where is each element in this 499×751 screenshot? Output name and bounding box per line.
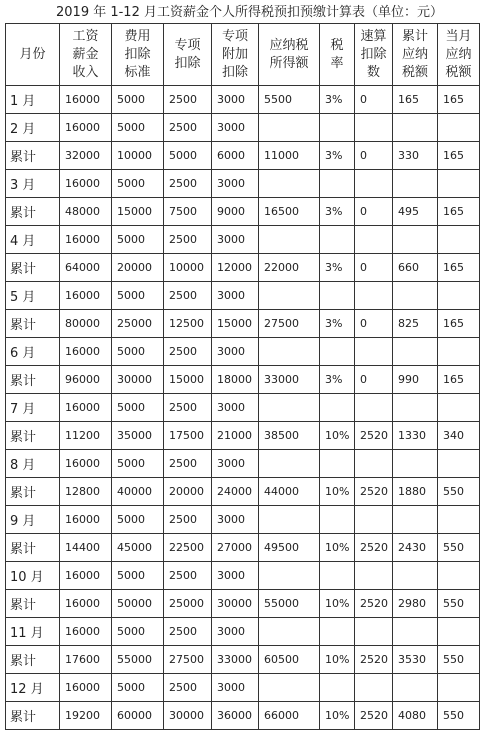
cell-special-additional-deduction: 18000 [212,366,259,394]
cell-special-additional-deduction: 3000 [212,450,259,478]
table-row [6,562,480,590]
cell-tax-rate: 3% [320,254,355,282]
cell-monthly-tax [438,450,480,478]
cell-tax-rate: 10% [320,702,355,730]
cell-taxable-income: 5500 [259,86,320,114]
cell-monthly-tax [438,226,480,254]
cell-salary-income: 16000 [60,590,112,618]
header-line: 速算 [360,28,387,44]
cell-month: 8 月 [6,450,60,478]
cell-quick-deduction: 2520 [355,478,393,506]
cell-tax-rate: 3% [320,366,355,394]
header-quick-deduction [355,24,393,86]
cell-month: 累计 [6,534,60,562]
cell-special-deduction: 10000 [164,254,212,282]
table-title: 2019 年 1-12 月工资薪金个人所得税预扣预缴计算表（单位：元） [56,5,443,20]
cell-monthly-tax [438,562,480,590]
header-special-additional-deduction [212,24,259,86]
cell-expense-deduction: 55000 [112,646,164,674]
header-taxable-income [259,24,320,86]
cell-month: 累计 [6,310,60,338]
table-row [6,170,480,198]
cell-monthly-tax [438,114,480,142]
cell-salary-income: 16000 [60,506,112,534]
cell-month: 5 月 [6,282,60,310]
cell-cumulative-tax: 330 [393,142,438,170]
cell-special-deduction: 30000 [164,702,212,730]
cell-taxable-income: 44000 [259,478,320,506]
cell-salary-income: 14400 [60,534,112,562]
header-cumulative-tax [393,24,438,86]
table-row [6,450,480,478]
cell-tax-rate: 3% [320,86,355,114]
cell-quick-deduction [355,394,393,422]
cell-month: 1 月 [6,86,60,114]
header-line: 应纳税 [269,37,309,53]
header-tax-rate [320,24,355,86]
cell-special-deduction: 2500 [164,618,212,646]
cell-monthly-tax: 340 [438,422,480,450]
cell-salary-income: 17600 [60,646,112,674]
cell-expense-deduction: 5000 [112,114,164,142]
cell-quick-deduction [355,618,393,646]
cell-tax-rate [320,338,355,366]
cell-tax-rate: 10% [320,534,355,562]
cell-special-additional-deduction: 3000 [212,114,259,142]
cell-expense-deduction: 20000 [112,254,164,282]
cell-tax-rate [320,562,355,590]
cell-tax-rate: 3% [320,198,355,226]
header-row [6,24,480,86]
header-line: 工资 [72,28,99,44]
header-special-deduction [164,24,212,86]
cell-taxable-income [259,450,320,478]
header-month [6,24,60,86]
cell-monthly-tax [438,394,480,422]
cell-taxable-income [259,506,320,534]
header-line: 薪金 [72,46,99,62]
table-row [6,86,480,114]
cell-quick-deduction: 0 [355,254,393,282]
cell-quick-deduction: 2520 [355,702,393,730]
cell-taxable-income [259,282,320,310]
header-line: 税额 [445,64,472,80]
header-line: 税额 [401,64,428,80]
cell-special-deduction: 20000 [164,478,212,506]
cell-month: 9 月 [6,506,60,534]
cell-tax-rate [320,394,355,422]
cell-salary-income: 16000 [60,338,112,366]
cell-month: 4 月 [6,226,60,254]
cell-special-additional-deduction: 3000 [212,338,259,366]
cell-month: 10 月 [6,562,60,590]
cell-expense-deduction: 40000 [112,478,164,506]
cell-month: 7 月 [6,394,60,422]
cell-special-additional-deduction: 12000 [212,254,259,282]
cell-taxable-income [259,394,320,422]
table-row [6,506,480,534]
cell-monthly-tax: 165 [438,310,480,338]
header-salary-income [60,24,112,86]
cell-tax-rate [320,226,355,254]
header-line: 附加 [221,46,248,62]
cell-month: 6 月 [6,338,60,366]
cell-salary-income: 16000 [60,562,112,590]
cell-salary-income: 80000 [60,310,112,338]
cell-cumulative-tax: 3530 [393,646,438,674]
cell-salary-income: 96000 [60,366,112,394]
cell-special-additional-deduction: 36000 [212,702,259,730]
cell-month: 累计 [6,254,60,282]
cell-tax-rate [320,618,355,646]
cell-tax-rate [320,450,355,478]
cell-special-deduction: 2500 [164,450,212,478]
cell-special-additional-deduction: 15000 [212,310,259,338]
cell-expense-deduction: 5000 [112,674,164,702]
cell-tax-rate [320,506,355,534]
cell-tax-rate [320,114,355,142]
cell-special-deduction: 2500 [164,674,212,702]
cell-salary-income: 16000 [60,394,112,422]
cell-tax-rate [320,170,355,198]
cell-quick-deduction [355,226,393,254]
cell-expense-deduction: 5000 [112,394,164,422]
table-row [6,198,480,226]
cell-special-deduction: 7500 [164,198,212,226]
cell-monthly-tax: 550 [438,478,480,506]
cell-quick-deduction [355,562,393,590]
cell-special-additional-deduction: 30000 [212,590,259,618]
header-line: 所得额 [269,55,309,71]
table-row [6,618,480,646]
cell-special-additional-deduction: 27000 [212,534,259,562]
cell-special-deduction: 17500 [164,422,212,450]
cell-quick-deduction [355,506,393,534]
cell-monthly-tax: 165 [438,198,480,226]
cell-month: 累计 [6,198,60,226]
cell-taxable-income: 55000 [259,590,320,618]
cell-quick-deduction [355,450,393,478]
cell-tax-rate: 3% [320,142,355,170]
cell-month: 累计 [6,422,60,450]
header-expense-deduction [112,24,164,86]
cell-month: 累计 [6,142,60,170]
cell-salary-income: 16000 [60,450,112,478]
cell-special-deduction: 25000 [164,590,212,618]
cell-tax-rate: 10% [320,478,355,506]
cell-taxable-income [259,674,320,702]
cell-special-deduction: 22500 [164,534,212,562]
header-line: 扣除 [174,55,201,71]
cell-tax-rate [320,282,355,310]
cell-cumulative-tax [393,394,438,422]
cell-monthly-tax [438,338,480,366]
cell-special-additional-deduction: 3000 [212,170,259,198]
cell-cumulative-tax [393,562,438,590]
table-row [6,282,480,310]
table-row [6,366,480,394]
cell-tax-rate: 10% [320,646,355,674]
cell-taxable-income: 38500 [259,422,320,450]
cell-quick-deduction [355,338,393,366]
cell-month: 2 月 [6,114,60,142]
table-row [6,534,480,562]
cell-quick-deduction: 2520 [355,590,393,618]
table-row [6,142,480,170]
cell-taxable-income [259,618,320,646]
table-row [6,702,480,730]
cell-quick-deduction [355,282,393,310]
table-row [6,114,480,142]
cell-salary-income: 48000 [60,198,112,226]
cell-special-additional-deduction: 3000 [212,86,259,114]
cell-cumulative-tax [393,170,438,198]
cell-special-deduction: 2500 [164,86,212,114]
cell-special-additional-deduction: 3000 [212,394,259,422]
cell-tax-rate [320,674,355,702]
cell-special-additional-deduction: 3000 [212,674,259,702]
cell-cumulative-tax [393,338,438,366]
cell-taxable-income: 49500 [259,534,320,562]
tax-calculation-table [5,23,480,730]
cell-month: 3 月 [6,170,60,198]
cell-quick-deduction [355,674,393,702]
cell-quick-deduction: 0 [355,142,393,170]
cell-special-additional-deduction: 3000 [212,226,259,254]
cell-cumulative-tax: 2430 [393,534,438,562]
header-monthly-tax [438,24,480,86]
cell-monthly-tax: 165 [438,254,480,282]
cell-tax-rate: 10% [320,590,355,618]
cell-cumulative-tax [393,450,438,478]
cell-month: 累计 [6,478,60,506]
cell-cumulative-tax [393,226,438,254]
cell-expense-deduction: 35000 [112,422,164,450]
cell-special-additional-deduction: 3000 [212,506,259,534]
header-line: 扣除 [124,46,151,62]
cell-special-deduction: 2500 [164,562,212,590]
cell-quick-deduction [355,114,393,142]
cell-quick-deduction [355,170,393,198]
table-row [6,226,480,254]
cell-cumulative-tax: 1880 [393,478,438,506]
cell-tax-rate: 3% [320,310,355,338]
header-line: 标准 [124,64,151,80]
cell-special-additional-deduction: 9000 [212,198,259,226]
cell-month: 累计 [6,366,60,394]
cell-taxable-income: 33000 [259,366,320,394]
cell-cumulative-tax: 165 [393,86,438,114]
cell-cumulative-tax: 1330 [393,422,438,450]
table-row [6,394,480,422]
cell-monthly-tax: 165 [438,142,480,170]
header-line: 专项 [221,28,248,44]
cell-salary-income: 16000 [60,674,112,702]
cell-special-deduction: 12500 [164,310,212,338]
cell-special-deduction: 2500 [164,506,212,534]
cell-special-deduction: 2500 [164,226,212,254]
cell-salary-income: 16000 [60,618,112,646]
cell-expense-deduction: 5000 [112,170,164,198]
cell-month: 累计 [6,646,60,674]
cell-monthly-tax: 165 [438,366,480,394]
header-line: 率 [330,55,344,71]
cell-monthly-tax [438,170,480,198]
cell-salary-income: 19200 [60,702,112,730]
cell-monthly-tax [438,282,480,310]
cell-taxable-income [259,338,320,366]
cell-special-additional-deduction: 6000 [212,142,259,170]
cell-expense-deduction: 5000 [112,562,164,590]
cell-expense-deduction: 5000 [112,86,164,114]
cell-taxable-income [259,170,320,198]
cell-salary-income: 16000 [60,282,112,310]
cell-month: 累计 [6,590,60,618]
cell-cumulative-tax: 2980 [393,590,438,618]
header-line: 专项 [174,37,201,53]
table-row [6,422,480,450]
cell-quick-deduction: 0 [355,310,393,338]
cell-expense-deduction: 60000 [112,702,164,730]
cell-monthly-tax [438,674,480,702]
cell-salary-income: 32000 [60,142,112,170]
cell-expense-deduction: 5000 [112,226,164,254]
cell-quick-deduction: 0 [355,198,393,226]
cell-tax-rate: 10% [320,422,355,450]
header-line: 数 [366,64,380,80]
table-row [6,310,480,338]
cell-salary-income: 64000 [60,254,112,282]
cell-expense-deduction: 30000 [112,366,164,394]
cell-taxable-income: 11000 [259,142,320,170]
cell-special-deduction: 5000 [164,142,212,170]
cell-salary-income: 11200 [60,422,112,450]
cell-taxable-income: 22000 [259,254,320,282]
header-line: 累计 [401,28,428,44]
cell-expense-deduction: 50000 [112,590,164,618]
cell-cumulative-tax [393,674,438,702]
cell-taxable-income [259,562,320,590]
cell-monthly-tax: 550 [438,590,480,618]
header-line: 月份 [19,46,46,62]
cell-taxable-income: 60500 [259,646,320,674]
cell-special-additional-deduction: 33000 [212,646,259,674]
cell-special-deduction: 2500 [164,394,212,422]
cell-taxable-income: 27500 [259,310,320,338]
cell-taxable-income: 16500 [259,198,320,226]
table-row [6,646,480,674]
cell-month: 累计 [6,702,60,730]
cell-cumulative-tax: 990 [393,366,438,394]
cell-special-deduction: 2500 [164,170,212,198]
header-line: 应纳 [401,46,428,62]
cell-cumulative-tax: 825 [393,310,438,338]
table-row [6,478,480,506]
cell-expense-deduction: 5000 [112,506,164,534]
header-line: 应纳 [445,46,472,62]
cell-quick-deduction: 0 [355,366,393,394]
header-line: 扣除 [360,46,387,62]
cell-monthly-tax [438,618,480,646]
cell-special-additional-deduction: 3000 [212,282,259,310]
cell-special-deduction: 15000 [164,366,212,394]
cell-special-additional-deduction: 3000 [212,618,259,646]
cell-salary-income: 16000 [60,114,112,142]
cell-taxable-income [259,114,320,142]
cell-monthly-tax [438,506,480,534]
header-line: 当月 [445,28,472,44]
header-line: 税 [330,37,344,53]
cell-expense-deduction: 25000 [112,310,164,338]
cell-monthly-tax: 550 [438,534,480,562]
cell-salary-income: 16000 [60,86,112,114]
cell-special-deduction: 2500 [164,338,212,366]
cell-month: 12 月 [6,674,60,702]
cell-cumulative-tax [393,618,438,646]
cell-cumulative-tax: 660 [393,254,438,282]
cell-taxable-income: 66000 [259,702,320,730]
cell-cumulative-tax: 495 [393,198,438,226]
cell-special-additional-deduction: 24000 [212,478,259,506]
cell-quick-deduction: 2520 [355,422,393,450]
table-row [6,674,480,702]
cell-expense-deduction: 5000 [112,618,164,646]
table-row [6,590,480,618]
cell-quick-deduction: 2520 [355,646,393,674]
cell-monthly-tax: 550 [438,646,480,674]
cell-salary-income: 16000 [60,170,112,198]
cell-salary-income: 16000 [60,226,112,254]
cell-special-deduction: 2500 [164,114,212,142]
cell-quick-deduction: 2520 [355,534,393,562]
cell-expense-deduction: 45000 [112,534,164,562]
header-line: 费用 [124,28,151,44]
table-row [6,254,480,282]
cell-expense-deduction: 5000 [112,450,164,478]
cell-cumulative-tax [393,114,438,142]
cell-special-deduction: 2500 [164,282,212,310]
cell-salary-income: 12800 [60,478,112,506]
cell-cumulative-tax [393,282,438,310]
cell-cumulative-tax: 4080 [393,702,438,730]
header-line: 扣除 [221,64,248,80]
cell-expense-deduction: 5000 [112,338,164,366]
cell-cumulative-tax [393,506,438,534]
cell-monthly-tax: 550 [438,702,480,730]
cell-expense-deduction: 15000 [112,198,164,226]
cell-special-deduction: 27500 [164,646,212,674]
header-line: 收入 [72,64,99,80]
cell-special-additional-deduction: 3000 [212,562,259,590]
cell-taxable-income [259,226,320,254]
cell-expense-deduction: 10000 [112,142,164,170]
cell-quick-deduction: 0 [355,86,393,114]
table-row [6,338,480,366]
cell-expense-deduction: 5000 [112,282,164,310]
cell-monthly-tax: 165 [438,86,480,114]
cell-month: 11 月 [6,618,60,646]
cell-special-additional-deduction: 21000 [212,422,259,450]
